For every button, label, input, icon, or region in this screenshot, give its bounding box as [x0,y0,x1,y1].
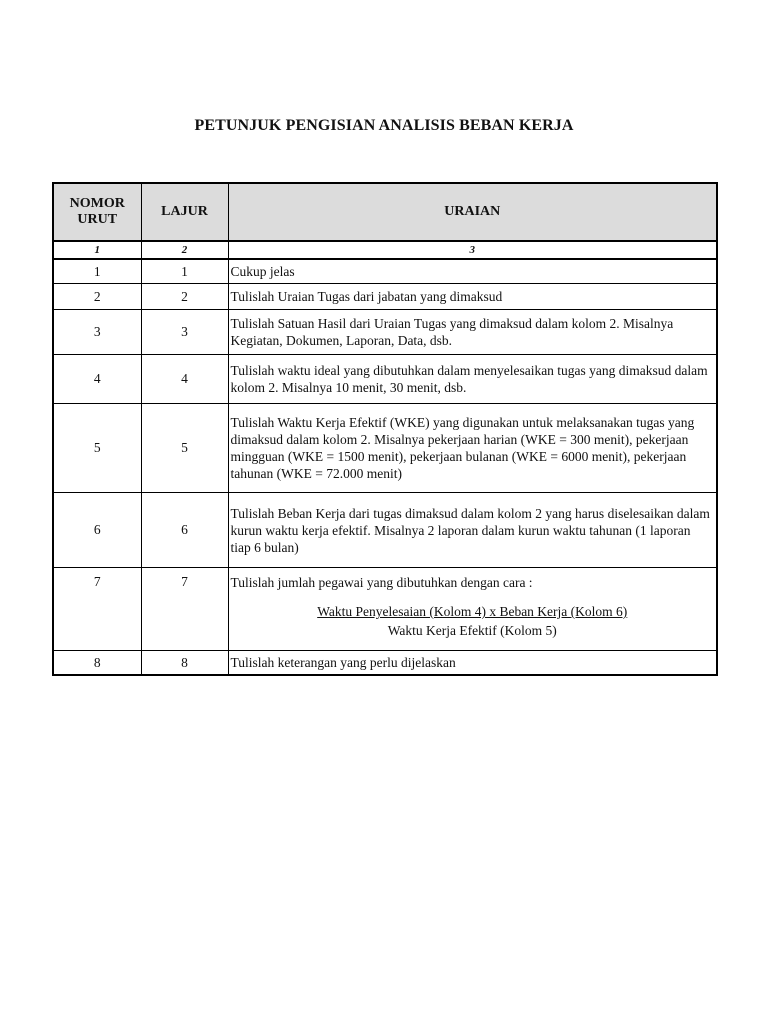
table-row [53,355,717,404]
row-number: 6 [53,493,141,568]
row-uraian: Tulislah jumlah pegawai yang dibutuhkan dengan cara : [230,575,533,590]
instruction-table [52,182,718,676]
column-number-row [53,241,717,259]
row-uraian: Tulislah keterangan yang perlu dijelaskan [228,651,717,676]
table-row [53,493,717,568]
table-row [53,568,717,651]
row-uraian: Tulislah Beban Kerja dari tugas dimaksud dalam kolom 2 yang harus diselesaikan dalam kurun waktu kerja efektif. Misalnya 2 laporan dalam kurun waktu tahunan (1 laporan tiap 6 bulan) [228,493,717,568]
row-number: 1 [53,259,141,284]
row-uraian: Tulislah Satuan Hasil dari Uraian Tugas yang dimaksud dalam kolom 2. Misalnya Kegiatan, Dokumen, Laporan, Data, dsb. [228,310,717,355]
row-uraian-formula [228,568,717,651]
row-number: 5 [53,404,141,493]
table-row [53,404,717,493]
row-lajur: 4 [141,355,228,404]
row-uraian: Tulislah Uraian Tugas dari jabatan yang dimaksud [228,284,717,310]
header-lajur: LAJUR [141,183,228,241]
header-nomor-urut-line2: URUT [77,212,118,227]
row-lajur: 1 [141,259,228,284]
column-number: 3 [228,241,717,259]
row-lajur: 8 [141,651,228,676]
table-row [53,651,717,676]
header-nomor-urut-line1: NOMOR [69,196,125,211]
row-number: 7 [53,568,141,651]
row-lajur: 7 [141,568,228,651]
row-number: 2 [53,284,141,310]
column-number: 1 [53,241,141,259]
formula-denominator: Waktu Kerja Efektif (Kolom 5) [387,623,557,638]
row-number: 8 [53,651,141,676]
table-row [53,310,717,355]
row-lajur: 3 [141,310,228,355]
row-number: 4 [53,355,141,404]
document-title: PETUNJUK PENGISIAN ANALISIS BEBAN KERJA [194,117,574,134]
row-uraian: Tulislah Waktu Kerja Efektif (WKE) yang digunakan untuk melaksanakan tugas yang dimaksud dalam kolom 2. Misalnya pekerjaan harian (WKE = 300 menit), pekerjaan mingguan (WKE = 1500 menit), pekerjaan bulanan (WKE = 6000 menit), pekerjaan tahunan (WKE = 72.000 menit) [228,404,717,493]
header-uraian: URAIAN [228,183,717,241]
header-nomor-urut [53,183,141,241]
table-header-row [53,183,717,241]
row-lajur: 2 [141,284,228,310]
column-number: 2 [141,241,228,259]
row-uraian: Cukup jelas [228,259,717,284]
table-row [53,284,717,310]
formula-numerator: Waktu Penyelesaian (Kolom 4) x Beban Kerja (Kolom 6) [317,604,628,619]
formula [231,602,715,640]
row-uraian: Tulislah waktu ideal yang dibutuhkan dalam menyelesaikan tugas yang dimaksud dalam kolom 2. Misalnya 10 menit, 30 menit, dsb. [228,355,717,404]
row-lajur: 5 [141,404,228,493]
row-number: 3 [53,310,141,355]
row-lajur: 6 [141,493,228,568]
table-row [53,259,717,284]
